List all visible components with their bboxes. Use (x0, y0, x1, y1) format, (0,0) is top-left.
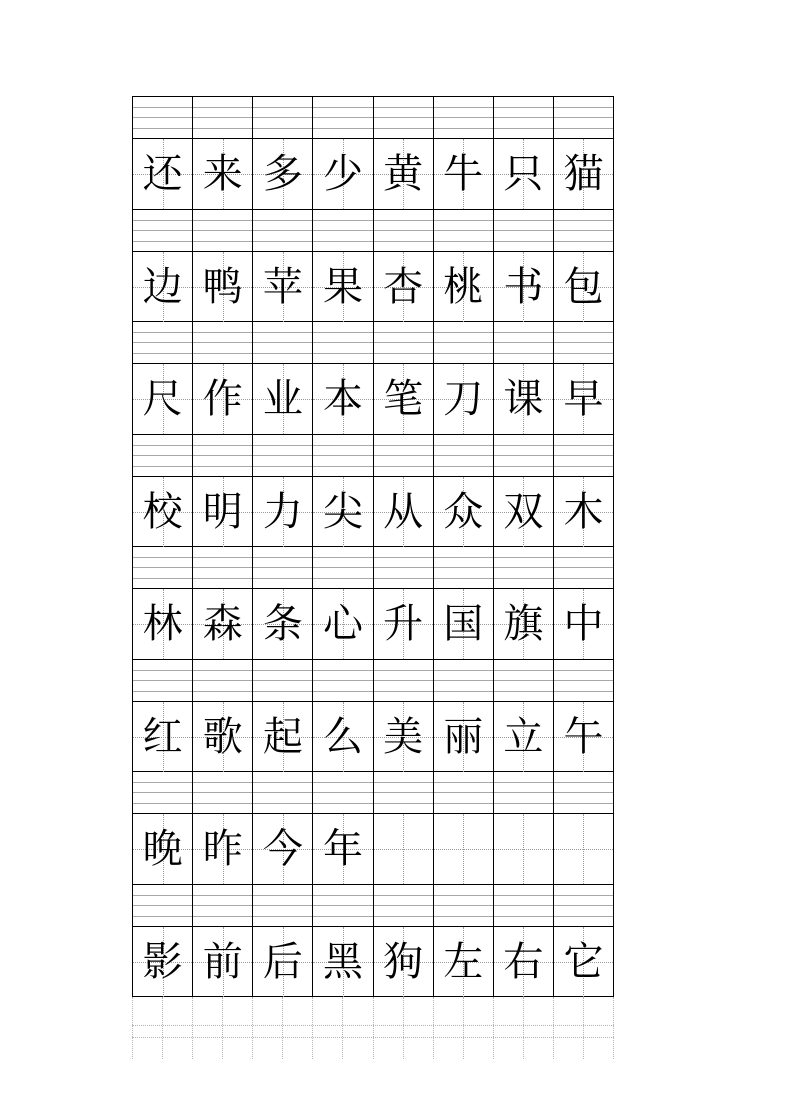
pinyin-cell (494, 885, 554, 926)
character-cell (193, 814, 253, 884)
pinyin-cell (193, 322, 253, 363)
grid-row (133, 772, 614, 885)
character: 多 (262, 151, 303, 197)
character: 校 (142, 488, 183, 535)
pinyin-cell (133, 772, 193, 813)
character-cell (253, 477, 313, 547)
pinyin-cell (133, 435, 193, 476)
faint-guide-column (312, 997, 313, 1059)
character-cell (494, 252, 554, 322)
faint-guide-column (553, 997, 554, 1059)
character-cell (193, 364, 253, 434)
character-cell (434, 364, 494, 434)
pinyin-cell (554, 97, 614, 138)
character: 黄 (383, 151, 424, 197)
character: 黑 (322, 938, 363, 985)
grid-row (133, 322, 614, 435)
character: 杏 (383, 263, 424, 310)
character-cell (434, 702, 494, 772)
character-cell (253, 702, 313, 772)
pinyin-cell (554, 210, 614, 251)
pinyin-cell (313, 210, 373, 251)
pinyin-cell (494, 660, 554, 701)
pinyin-cell (133, 885, 193, 926)
character: 课 (503, 376, 544, 422)
character-cell (494, 814, 554, 884)
character-cell (374, 589, 434, 659)
pinyin-band (133, 772, 614, 814)
character: 它 (563, 938, 604, 985)
pinyin-cell (434, 210, 494, 251)
character: 双 (503, 488, 544, 535)
character-band (133, 814, 614, 884)
pinyin-cell (313, 885, 373, 926)
character-band (133, 927, 614, 997)
horizontal-guide-line (434, 849, 493, 850)
character-cell (434, 927, 494, 997)
character-cell (253, 364, 313, 434)
character-cell (253, 589, 313, 659)
grid-row (133, 97, 614, 210)
character: 后 (262, 938, 303, 985)
character-cell (494, 702, 554, 772)
character: 起 (262, 713, 303, 760)
pinyin-cell (253, 435, 313, 476)
character: 力 (262, 488, 303, 535)
pinyin-cell (554, 435, 614, 476)
character: 众 (443, 488, 484, 535)
pinyin-cell (133, 210, 193, 251)
character: 尺 (142, 376, 183, 422)
character: 鸭 (202, 263, 243, 310)
character: 明 (202, 488, 243, 535)
pinyin-cell (554, 772, 614, 813)
character-cell (374, 702, 434, 772)
pinyin-cell (253, 660, 313, 701)
faint-guide-column (613, 997, 614, 1059)
character-cell (494, 589, 554, 659)
faint-guide-column (162, 997, 163, 1059)
character: 笔 (383, 376, 424, 422)
character-cell (374, 252, 434, 322)
pinyin-cell (374, 435, 434, 476)
character: 条 (262, 601, 303, 647)
character: 立 (503, 713, 544, 760)
character-cell (494, 139, 554, 209)
pinyin-cell (313, 435, 373, 476)
faint-guide-column (342, 997, 343, 1059)
pinyin-cell (313, 660, 373, 701)
faint-guide-column (403, 997, 404, 1059)
pinyin-cell (193, 210, 253, 251)
character: 丽 (443, 713, 484, 760)
character: 果 (322, 263, 363, 310)
character-cell (494, 477, 554, 547)
pinyin-cell (253, 322, 313, 363)
faint-guide-column (463, 997, 464, 1059)
character: 心 (322, 601, 363, 647)
character-cell (494, 364, 554, 434)
character-cell (133, 927, 193, 997)
character: 森 (202, 601, 243, 647)
character-cell (494, 927, 554, 997)
character: 从 (383, 488, 424, 535)
pinyin-cell (133, 97, 193, 138)
pinyin-cell (313, 547, 373, 588)
character: 牛 (443, 151, 484, 197)
character: 少 (322, 151, 363, 197)
pinyin-cell (193, 772, 253, 813)
character-band (133, 364, 614, 434)
faint-guide-column (252, 997, 253, 1059)
character-cell (253, 252, 313, 322)
character: 作 (202, 376, 243, 422)
character-cell (434, 814, 494, 884)
character: 刀 (443, 376, 484, 422)
faint-guide-column (222, 997, 223, 1059)
character-cell (374, 364, 434, 434)
character-cell (554, 364, 614, 434)
character-cell (253, 139, 313, 209)
character: 影 (142, 938, 183, 985)
character: 业 (262, 376, 303, 422)
pinyin-cell (434, 885, 494, 926)
character: 苹 (262, 263, 303, 310)
grid-row (133, 210, 614, 323)
character-cell (434, 252, 494, 322)
pinyin-band (133, 660, 614, 702)
pinyin-cell (434, 660, 494, 701)
character: 升 (383, 601, 424, 647)
character-cell (313, 702, 373, 772)
pinyin-cell (374, 772, 434, 813)
character: 左 (443, 938, 484, 985)
pinyin-cell (554, 660, 614, 701)
pinyin-cell (253, 772, 313, 813)
pinyin-cell (374, 885, 434, 926)
faint-guide-column (433, 997, 434, 1059)
character-cell (554, 927, 614, 997)
faint-guide-column (192, 997, 193, 1059)
character-cell (374, 139, 434, 209)
character: 边 (142, 263, 183, 310)
pinyin-cell (253, 97, 313, 138)
character-cell (133, 814, 193, 884)
pinyin-cell (374, 322, 434, 363)
faint-guide-column (373, 997, 374, 1059)
character: 前 (202, 938, 243, 985)
pinyin-cell (494, 97, 554, 138)
pinyin-band (133, 547, 614, 589)
faint-guide-column (493, 997, 494, 1059)
character: 中 (563, 601, 604, 647)
character-cell (313, 927, 373, 997)
pinyin-band (133, 97, 614, 139)
pinyin-cell (193, 660, 253, 701)
character: 猫 (563, 151, 604, 197)
character-cell (313, 589, 373, 659)
pinyin-cell (253, 885, 313, 926)
pinyin-cell (313, 322, 373, 363)
pinyin-cell (253, 210, 313, 251)
character: 么 (322, 713, 363, 760)
character-band (133, 477, 614, 547)
pinyin-cell (193, 547, 253, 588)
practice-grid (132, 96, 614, 997)
character-band (133, 139, 614, 209)
character-band (133, 702, 614, 772)
pinyin-cell (494, 547, 554, 588)
character: 午 (563, 713, 604, 760)
pinyin-cell (193, 435, 253, 476)
character: 今 (262, 826, 303, 872)
character: 本 (322, 376, 363, 422)
character-cell (374, 814, 434, 884)
pinyin-cell (434, 322, 494, 363)
pinyin-cell (554, 322, 614, 363)
character-cell (434, 589, 494, 659)
grid-row (133, 435, 614, 548)
character-cell (133, 589, 193, 659)
pinyin-cell (434, 97, 494, 138)
pinyin-band (133, 210, 614, 252)
character: 昨 (202, 826, 243, 872)
faint-guide-column (282, 997, 283, 1059)
grid-row (133, 547, 614, 660)
pinyin-cell (434, 547, 494, 588)
character: 只 (503, 151, 544, 197)
horizontal-guide-line (374, 849, 433, 850)
character-cell (554, 477, 614, 547)
character: 狗 (383, 938, 424, 985)
character-cell (554, 702, 614, 772)
character-band (133, 252, 614, 322)
character-cell (313, 364, 373, 434)
trailing-guide-lines (132, 997, 614, 1059)
pinyin-cell (374, 210, 434, 251)
character: 歌 (202, 713, 243, 760)
pinyin-cell (494, 772, 554, 813)
horizontal-guide-line (494, 849, 553, 850)
character: 桃 (443, 263, 484, 310)
character: 林 (142, 601, 183, 647)
pinyin-band (133, 885, 614, 927)
character-cell (554, 252, 614, 322)
pinyin-cell (193, 885, 253, 926)
pinyin-cell (313, 97, 373, 138)
character-cell (253, 814, 313, 884)
character-cell (193, 252, 253, 322)
character-cell (193, 477, 253, 547)
pinyin-cell (133, 322, 193, 363)
pinyin-cell (494, 322, 554, 363)
character: 尖 (322, 488, 363, 535)
character: 晚 (142, 826, 183, 872)
character-cell (133, 139, 193, 209)
pinyin-cell (494, 210, 554, 251)
character-cell (434, 477, 494, 547)
pinyin-cell (374, 97, 434, 138)
character: 右 (503, 938, 544, 985)
pinyin-cell (133, 547, 193, 588)
character-cell (133, 252, 193, 322)
pinyin-cell (313, 772, 373, 813)
pinyin-cell (193, 97, 253, 138)
character: 红 (142, 713, 183, 760)
pinyin-cell (253, 547, 313, 588)
pinyin-band (133, 322, 614, 364)
character: 国 (443, 601, 484, 647)
character-cell (554, 139, 614, 209)
horizontal-guide-line (554, 849, 613, 850)
character-band (133, 589, 614, 659)
character-cell (193, 702, 253, 772)
character-cell (193, 139, 253, 209)
grid-row (133, 885, 614, 998)
character-cell (133, 364, 193, 434)
character-cell (253, 927, 313, 997)
pinyin-cell (434, 435, 494, 476)
pinyin-cell (434, 772, 494, 813)
pinyin-cell (554, 885, 614, 926)
faint-guide-column (132, 997, 133, 1059)
character-cell (554, 814, 614, 884)
faint-guide-column (523, 997, 524, 1059)
character-cell (313, 814, 373, 884)
character-cell (374, 927, 434, 997)
character-cell (434, 139, 494, 209)
character-cell (193, 927, 253, 997)
pinyin-cell (374, 547, 434, 588)
pinyin-band (133, 435, 614, 477)
character-cell (374, 477, 434, 547)
character-cell (554, 589, 614, 659)
pinyin-cell (554, 547, 614, 588)
pinyin-cell (133, 660, 193, 701)
character-cell (133, 702, 193, 772)
character-cell (313, 477, 373, 547)
character: 还 (142, 151, 183, 197)
character: 木 (563, 488, 604, 535)
character-cell (313, 139, 373, 209)
character: 美 (383, 713, 424, 760)
character: 年 (322, 826, 363, 872)
pinyin-cell (374, 660, 434, 701)
faint-guide-column (583, 997, 584, 1059)
character: 来 (202, 151, 243, 197)
character: 旗 (503, 601, 544, 647)
character-cell (133, 477, 193, 547)
character: 包 (563, 263, 604, 310)
character-cell (193, 589, 253, 659)
grid-row (133, 660, 614, 773)
character-cell (313, 252, 373, 322)
pinyin-cell (494, 435, 554, 476)
character: 早 (563, 376, 604, 422)
character: 书 (503, 263, 544, 310)
